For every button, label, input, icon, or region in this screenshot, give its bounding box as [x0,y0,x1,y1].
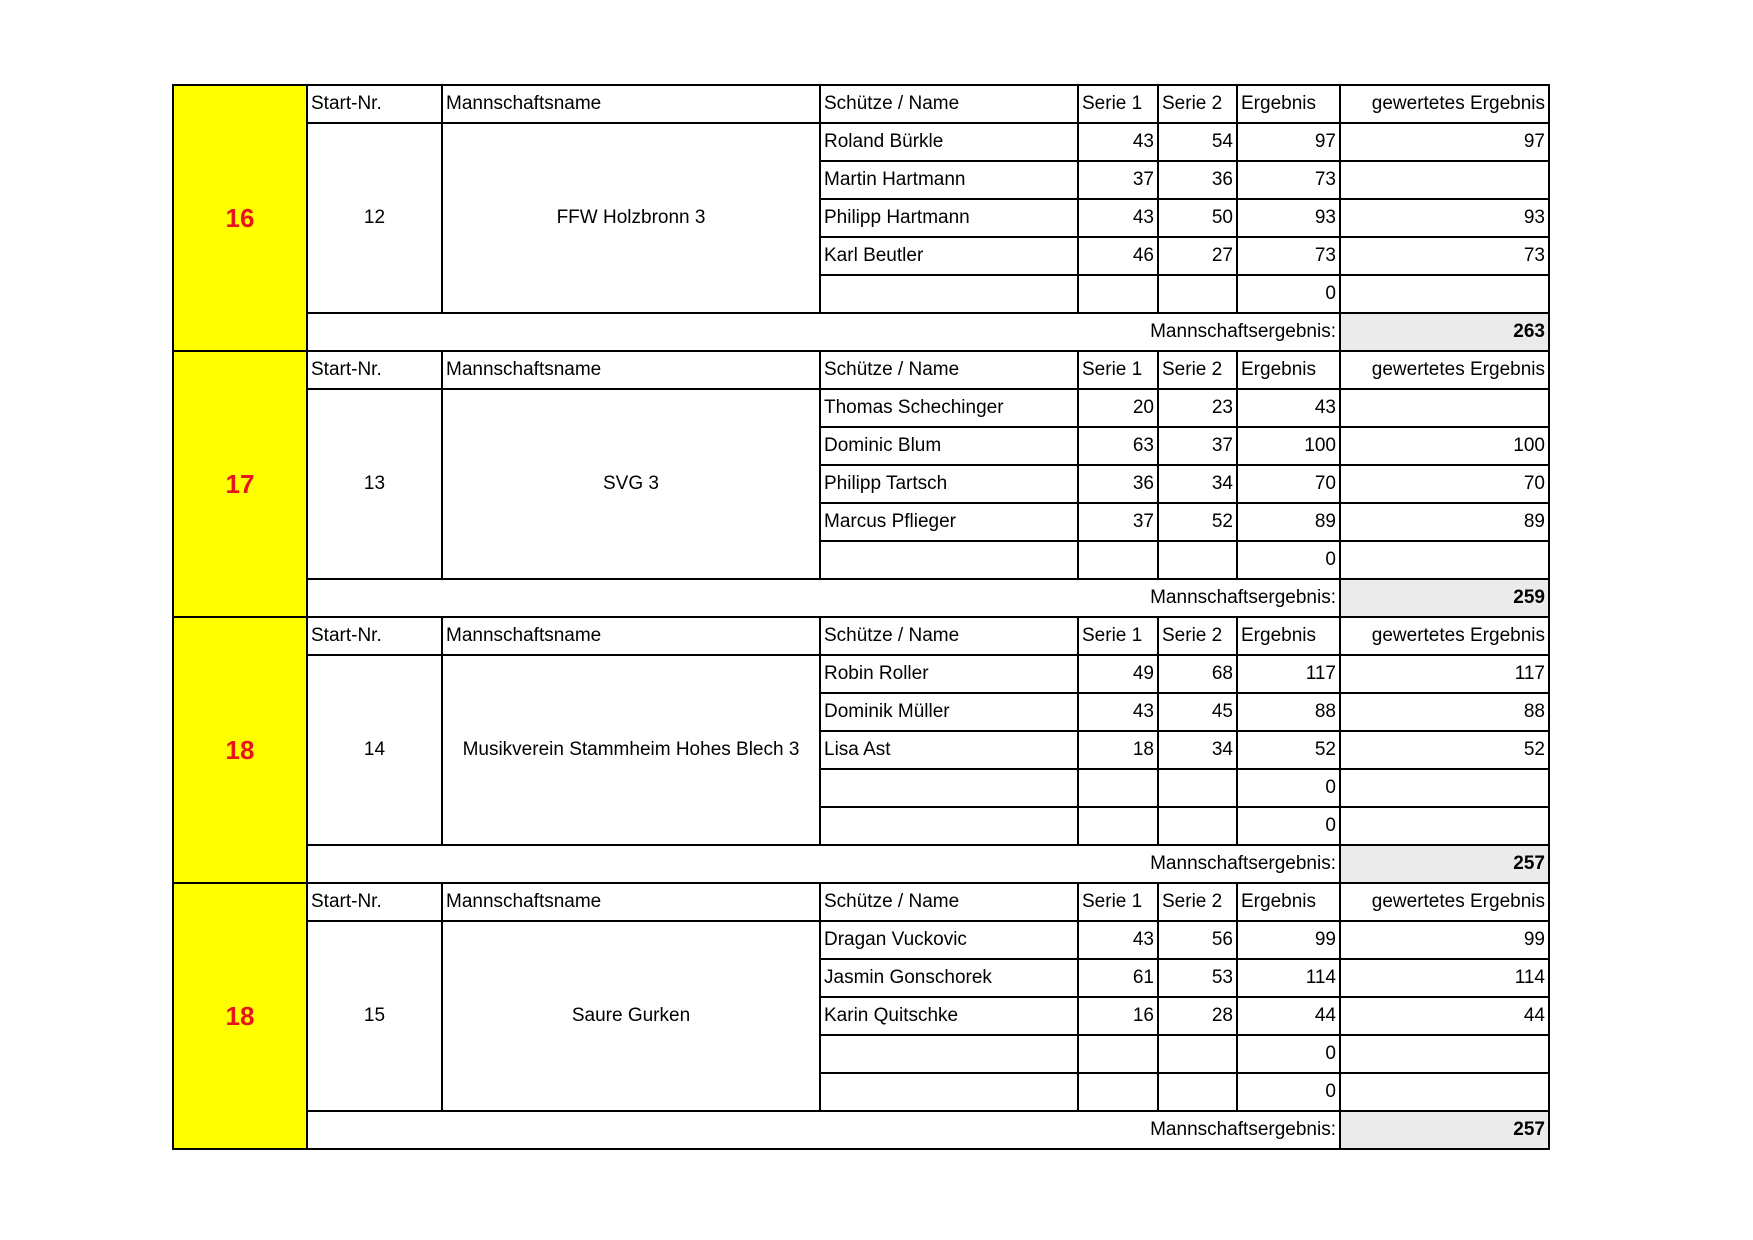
shooter-name: Karin Quitschke [820,997,1078,1035]
shooter-name: Dominic Blum [820,427,1078,465]
shooter-serie-2: 37 [1158,427,1237,465]
shooter-result: 43 [1237,389,1340,427]
shooter-row [173,123,1549,161]
team-name: Musikverein Stammheim Hohes Blech 3 [442,655,820,845]
shooter-serie-2 [1158,275,1237,313]
team-total-label: Mannschaftsergebnis: [307,313,1340,351]
team-total-row [173,579,1549,617]
header-result: Ergebnis [1237,85,1340,123]
shooter-serie-2: 50 [1158,199,1237,237]
header-shooter: Schütze / Name [820,351,1078,389]
shooter-name: Martin Hartmann [820,161,1078,199]
header-shooter: Schütze / Name [820,883,1078,921]
team-total-row [173,313,1549,351]
shooter-result: 0 [1237,1073,1340,1111]
header-serie-1: Serie 1 [1078,85,1158,123]
team-start-nr: 15 [307,921,442,1111]
shooter-name [820,807,1078,845]
shooter-counted-result: 99 [1340,921,1549,959]
shooter-serie-2: 52 [1158,503,1237,541]
header-serie-1: Serie 1 [1078,883,1158,921]
shooter-result: 99 [1237,921,1340,959]
shooter-counted-result: 97 [1340,123,1549,161]
shooter-name [820,541,1078,579]
shooter-counted-result: 52 [1340,731,1549,769]
shooter-counted-result: 114 [1340,959,1549,997]
shooter-serie-2 [1158,1035,1237,1073]
header-start-nr: Start-Nr. [307,883,442,921]
header-serie-2: Serie 2 [1158,351,1237,389]
team-rank: 18 [173,617,307,883]
shooter-serie-1: 37 [1078,503,1158,541]
shooter-serie-2: 36 [1158,161,1237,199]
shooter-serie-2 [1158,769,1237,807]
team-header-row [173,617,1549,655]
shooter-result: 89 [1237,503,1340,541]
header-team-name: Mannschaftsname [442,617,820,655]
team-total-value: 259 [1340,579,1549,617]
shooter-row [173,389,1549,427]
header-serie-1: Serie 1 [1078,617,1158,655]
shooter-serie-1 [1078,1035,1158,1073]
header-counted-result: gewertetes Ergebnis [1340,883,1549,921]
shooter-counted-result: 100 [1340,427,1549,465]
shooter-serie-2: 28 [1158,997,1237,1035]
header-team-name: Mannschaftsname [442,351,820,389]
team-total-row [173,1111,1549,1149]
shooter-serie-2 [1158,1073,1237,1111]
shooter-counted-result: 88 [1340,693,1549,731]
shooter-serie-2: 53 [1158,959,1237,997]
header-start-nr: Start-Nr. [307,617,442,655]
shooter-counted-result [1340,389,1549,427]
shooter-row [173,655,1549,693]
shooter-serie-1 [1078,275,1158,313]
header-result: Ergebnis [1237,883,1340,921]
shooter-serie-2 [1158,807,1237,845]
header-result: Ergebnis [1237,351,1340,389]
header-serie-2: Serie 2 [1158,85,1237,123]
header-shooter: Schütze / Name [820,85,1078,123]
shooter-name [820,769,1078,807]
team-start-nr: 14 [307,655,442,845]
shooter-counted-result: 117 [1340,655,1549,693]
shooter-name: Karl Beutler [820,237,1078,275]
shooter-serie-1 [1078,541,1158,579]
header-serie-2: Serie 2 [1158,883,1237,921]
shooter-serie-1: 43 [1078,123,1158,161]
shooter-serie-2: 34 [1158,465,1237,503]
shooter-counted-result: 89 [1340,503,1549,541]
team-total-value: 257 [1340,845,1549,883]
team-rank: 17 [173,351,307,617]
shooter-counted-result [1340,769,1549,807]
header-shooter: Schütze / Name [820,617,1078,655]
shooter-counted-result [1340,1035,1549,1073]
shooter-name: Dragan Vuckovic [820,921,1078,959]
team-rank: 16 [173,85,307,351]
shooter-serie-1: 16 [1078,997,1158,1035]
shooter-name: Marcus Pflieger [820,503,1078,541]
shooter-counted-result [1340,807,1549,845]
shooter-counted-result [1340,161,1549,199]
shooter-serie-2: 45 [1158,693,1237,731]
team-name: FFW Holzbronn 3 [442,123,820,313]
team-start-nr: 13 [307,389,442,579]
team-rank: 18 [173,883,307,1149]
team-total-value: 257 [1340,1111,1549,1149]
shooter-serie-1: 61 [1078,959,1158,997]
shooter-result: 73 [1237,161,1340,199]
shooter-serie-2: 23 [1158,389,1237,427]
header-counted-result: gewertetes Ergebnis [1340,617,1549,655]
shooter-serie-2: 34 [1158,731,1237,769]
shooter-counted-result [1340,275,1549,313]
shooter-result: 100 [1237,427,1340,465]
shooter-name: Roland Bürkle [820,123,1078,161]
team-total-label: Mannschaftsergebnis: [307,845,1340,883]
header-counted-result: gewertetes Ergebnis [1340,351,1549,389]
shooter-result: 0 [1237,769,1340,807]
header-start-nr: Start-Nr. [307,85,442,123]
shooter-serie-1 [1078,1073,1158,1111]
header-team-name: Mannschaftsname [442,883,820,921]
header-serie-2: Serie 2 [1158,617,1237,655]
shooter-counted-result: 93 [1340,199,1549,237]
shooter-serie-1: 43 [1078,199,1158,237]
shooter-result: 0 [1237,275,1340,313]
shooter-name [820,1073,1078,1111]
shooter-counted-result [1340,541,1549,579]
team-name: SVG 3 [442,389,820,579]
shooter-serie-2: 27 [1158,237,1237,275]
shooter-counted-result: 70 [1340,465,1549,503]
shooter-result: 70 [1237,465,1340,503]
shooter-serie-1: 49 [1078,655,1158,693]
header-result: Ergebnis [1237,617,1340,655]
header-counted-result: gewertetes Ergebnis [1340,85,1549,123]
shooter-name: Philipp Hartmann [820,199,1078,237]
team-header-row [173,883,1549,921]
shooter-result: 97 [1237,123,1340,161]
shooter-counted-result: 73 [1340,237,1549,275]
shooter-serie-1: 63 [1078,427,1158,465]
shooter-result: 117 [1237,655,1340,693]
shooter-name: Jasmin Gonschorek [820,959,1078,997]
shooter-result: 44 [1237,997,1340,1035]
shooter-serie-2: 56 [1158,921,1237,959]
shooter-result: 114 [1237,959,1340,997]
shooter-name: Dominik Müller [820,693,1078,731]
shooter-result: 0 [1237,541,1340,579]
header-serie-1: Serie 1 [1078,351,1158,389]
shooter-serie-2: 68 [1158,655,1237,693]
team-total-label: Mannschaftsergebnis: [307,579,1340,617]
shooter-counted-result: 44 [1340,997,1549,1035]
shooter-serie-1: 46 [1078,237,1158,275]
shooter-row [173,921,1549,959]
shooter-serie-1: 18 [1078,731,1158,769]
shooter-serie-1: 43 [1078,693,1158,731]
team-total-row [173,845,1549,883]
shooter-serie-2: 54 [1158,123,1237,161]
team-header-row [173,351,1549,389]
shooter-result: 93 [1237,199,1340,237]
shooter-name: Philipp Tartsch [820,465,1078,503]
shooter-name [820,1035,1078,1073]
shooter-serie-1 [1078,769,1158,807]
shooter-serie-1 [1078,807,1158,845]
team-start-nr: 12 [307,123,442,313]
shooter-result: 52 [1237,731,1340,769]
team-header-row [173,85,1549,123]
shooter-serie-1: 37 [1078,161,1158,199]
shooter-result: 0 [1237,807,1340,845]
shooter-serie-1: 43 [1078,921,1158,959]
results-table [172,84,1550,1150]
team-total-value: 263 [1340,313,1549,351]
team-name: Saure Gurken [442,921,820,1111]
shooter-name: Thomas Schechinger [820,389,1078,427]
header-team-name: Mannschaftsname [442,85,820,123]
shooter-serie-1: 36 [1078,465,1158,503]
shooter-result: 0 [1237,1035,1340,1073]
shooter-name: Robin Roller [820,655,1078,693]
shooter-result: 88 [1237,693,1340,731]
shooter-name [820,275,1078,313]
shooter-counted-result [1340,1073,1549,1111]
team-total-label: Mannschaftsergebnis: [307,1111,1340,1149]
header-start-nr: Start-Nr. [307,351,442,389]
shooter-result: 73 [1237,237,1340,275]
shooter-serie-1: 20 [1078,389,1158,427]
shooter-name: Lisa Ast [820,731,1078,769]
shooter-serie-2 [1158,541,1237,579]
